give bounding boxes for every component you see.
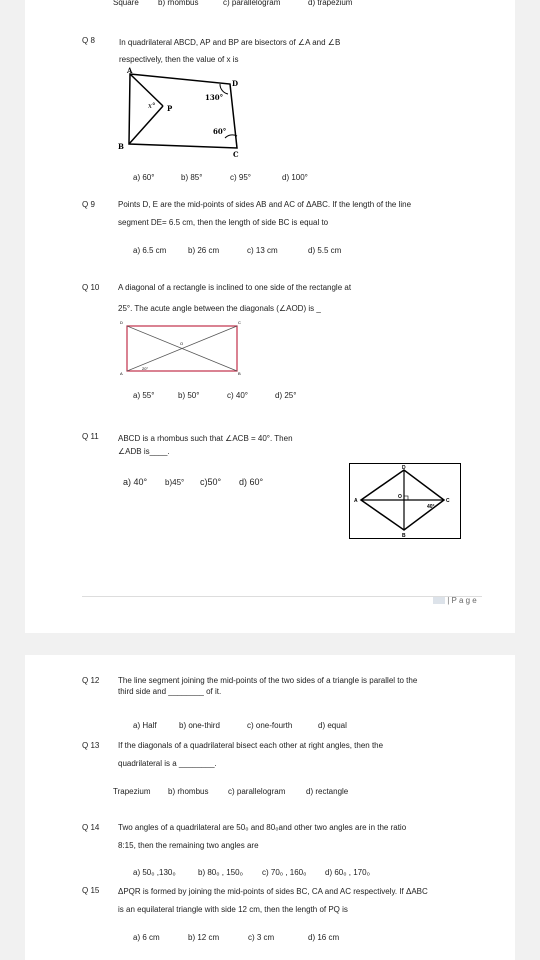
page-number: [433, 596, 481, 606]
page-number-marker: [433, 597, 445, 604]
q14-option-c[interactable]: c) 70₀ , 160₀: [262, 868, 307, 877]
q11-option-d[interactable]: d) 60°: [239, 477, 264, 487]
q8-quadrilateral-figure: [115, 66, 245, 159]
q9-option-a[interactable]: a) 6.5 cm: [133, 246, 167, 255]
q11-option-b[interactable]: b)45°: [165, 478, 185, 487]
q10-text-2: 25°. The acute angle between the diagonals (∠AOD) is _: [118, 304, 321, 313]
q12-option-a[interactable]: a) Half: [133, 721, 157, 730]
top-option-b: b) rhombus: [158, 0, 199, 7]
top-option-a: Square: [113, 0, 139, 7]
q9-number: Q 9: [82, 200, 95, 209]
q10-number: Q 10: [82, 283, 100, 292]
q8-option-d[interactable]: d) 100°: [282, 173, 308, 182]
q15-option-a[interactable]: a) 6 cm: [133, 933, 160, 942]
q13-option-d[interactable]: d) rectangle: [306, 787, 349, 796]
q8-option-b[interactable]: b) 85°: [181, 173, 203, 182]
q14-text-1: Two angles of a quadrilateral are 50₀ and 80₀and other two angles are in the ratio: [118, 823, 407, 832]
page-label: | P a g e: [447, 596, 477, 605]
q15-option-b[interactable]: b) 12 cm: [188, 933, 220, 942]
q14-option-d[interactable]: d) 60₀ , 170₀: [325, 868, 370, 877]
q9-option-c[interactable]: c) 13 cm: [247, 246, 278, 255]
q8-label-60: 60°: [213, 127, 227, 136]
q15-option-d[interactable]: d) 16 cm: [308, 933, 340, 942]
q11-text-2: ∠ADB is____.: [118, 447, 170, 456]
q10-option-b[interactable]: b) 50°: [178, 391, 200, 400]
q10-option-c[interactable]: c) 40°: [227, 391, 248, 400]
q13-option-a[interactable]: Trapezium: [113, 787, 151, 796]
q9-option-b[interactable]: b) 26 cm: [188, 246, 220, 255]
q8-label-130: 130°: [205, 93, 224, 102]
q13-text-2: quadrilateral is a ________.: [118, 759, 217, 768]
q8-label-p: P: [167, 104, 173, 113]
page-1: [25, 0, 515, 633]
q15-text-2: is an equilateral triangle with side 12 cm, then the length of PQ is: [118, 905, 348, 914]
q8-text-1: In quadrilateral ABCD, AP and BP are bisectors of ∠A and ∠B: [119, 38, 341, 47]
q10-label-b: B: [238, 371, 241, 376]
q10-label-a: A: [120, 371, 123, 376]
q8-label-x: x°: [148, 102, 156, 110]
q13-option-b[interactable]: b) rhombus: [168, 787, 209, 796]
q12-option-b[interactable]: b) one-third: [179, 721, 220, 730]
q9-text-1: Points D, E are the mid-points of sides AB and AC of ΔABC. If the length of the line: [118, 200, 412, 209]
q8-number: Q 8: [82, 36, 95, 45]
q9-option-d[interactable]: d) 5.5 cm: [308, 246, 342, 255]
q10-text-1: A diagonal of a rectangle is inclined to one side of the rectangle at: [118, 283, 352, 292]
q12-option-d[interactable]: d) equal: [318, 721, 347, 730]
q14-option-a[interactable]: a) 50₀ ,130₀: [133, 868, 176, 877]
q9-text-2: segment DE= 6.5 cm, then the length of side BC is equal to: [118, 218, 329, 227]
q8-text-2: respectively, then the value of x is: [119, 55, 239, 64]
q10-label-c: C: [238, 320, 241, 325]
q12-number: Q 12: [82, 676, 100, 685]
page-2: [25, 655, 515, 960]
q11-label-o: O: [398, 494, 402, 500]
top-option-d: d) trapezium: [308, 0, 353, 7]
q10-rectangle-figure: [120, 320, 245, 376]
q11-option-c[interactable]: c)50°: [200, 477, 222, 487]
q11-label-c: C: [446, 498, 450, 504]
q11-rhombus-figure: [349, 463, 461, 539]
q8-label-b: B: [118, 142, 124, 151]
q11-label-40: 40°: [427, 504, 435, 510]
q11-label-a: A: [354, 498, 358, 504]
q13-option-c[interactable]: c) parallelogram: [228, 787, 286, 796]
q12-option-c[interactable]: c) one-fourth: [247, 721, 293, 730]
q8-option-c[interactable]: c) 95°: [230, 173, 251, 182]
q11-option-a[interactable]: a) 40°: [123, 477, 148, 487]
q10-label-d: D: [120, 320, 123, 325]
q10-option-a[interactable]: a) 55°: [133, 391, 155, 400]
q12-text-1: The line segment joining the mid-points of the two sides of a triangle is parallel to the: [118, 676, 418, 685]
q10-option-d[interactable]: d) 25°: [275, 391, 297, 400]
q11-number: Q 11: [82, 432, 99, 441]
q10-label-20: 20°: [142, 366, 149, 371]
q13-text-1: If the diagonals of a quadrilateral bisect each other at right angles, then the: [118, 741, 384, 750]
q15-text-1: ΔPQR is formed by joining the mid-points of sides BC, CA and AC respectively. If ΔABC: [118, 887, 428, 896]
q8-option-a[interactable]: a) 60°: [133, 173, 155, 182]
top-option-c: c) parallelogram: [223, 0, 281, 7]
q14-text-2: 8:15, then the remaining two angles are: [118, 841, 259, 850]
q8-label-a: A: [127, 66, 133, 75]
q11-label-d: D: [402, 465, 406, 471]
q11-text-1: ABCD is a rhombus such that ∠ACB = 40°. Then: [118, 434, 293, 443]
q11-label-b: B: [402, 533, 406, 539]
q10-label-o: O: [180, 341, 184, 346]
q15-option-c[interactable]: c) 3 cm: [248, 933, 275, 942]
q13-number: Q 13: [82, 741, 100, 750]
footer-divider: [82, 596, 482, 597]
q8-label-d: D: [232, 79, 239, 88]
q14-number: Q 14: [82, 823, 100, 832]
q12-text-2: third side and ________ of it.: [118, 687, 222, 696]
q14-option-b[interactable]: b) 80₀ , 150₀: [198, 868, 243, 877]
q8-label-c: C: [233, 150, 239, 159]
q15-number: Q 15: [82, 886, 100, 895]
